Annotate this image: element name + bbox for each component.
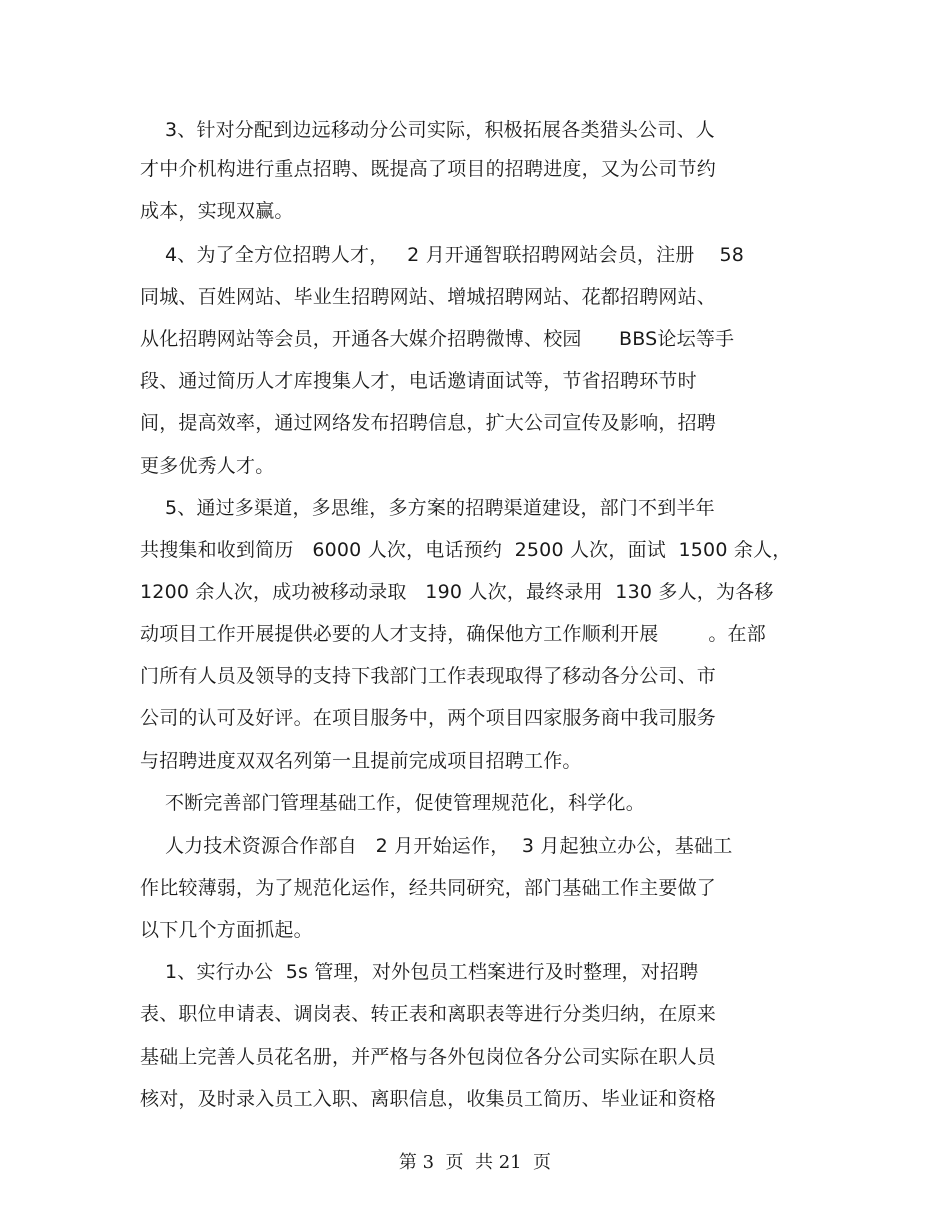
paragraph-line: 共搜集和收到简历 6000 人次，电话预约 2500 人次，面试 1500 余人， [140,539,792,561]
paragraph-line: 动项目工作开展提供必要的人才支持，确保他方工作顺利开展 。在部 [140,623,766,645]
paragraph-line: 1200 余人次，成功被移动录取 190 人次，最终录用 130 多人，为各移 [140,581,774,603]
paragraph-line: 不断完善部门管理基础工作，促使管理规范化，科学化。 [140,792,645,814]
paragraph-line: 以下几个方面抓起。 [140,919,313,941]
paragraph-line: 门所有人员及领导的支持下我部门工作表现取得了移动各分公司、市 [140,665,717,687]
paragraph-line: 基础上完善人员花名册，并严格与各外包岗位各分公司实际在职人员 [140,1046,717,1068]
paragraph-line: 从化招聘网站等会员，开通各大媒介招聘微博、校园 BBS论坛等手 [140,328,735,350]
page-number-footer: 第 3 页 共 21 页 [398,1152,552,1173]
paragraph-line: 才中介机构进行重点招聘、既提高了项目的招聘进度，又为公司节约 [140,158,717,180]
paragraph-line: 段、通过简历人才库搜集人才，电话邀请面试等，节省招聘环节时 [140,370,697,392]
paragraph-line: 人力技术资源合作部自 2 月开始运作， 3 月起独立办公，基础工 [140,835,733,857]
paragraph-line: 成本，实现双赢。 [140,200,294,222]
paragraph-line: 公司的认可及好评。在项目服务中，两个项目四家服务商中我司服务 [140,707,717,729]
paragraph-line: 表、职位申请表、调岗表、转正表和离职表等进行分类归纳，在原来 [140,1003,717,1025]
paragraph-line: 作比较薄弱，为了规范化运作，经共同研究，部门基础工作主要做了 [140,877,717,899]
paragraph-line: 间，提高效率，通过网络发布招聘信息，扩大公司宣传及影响，招聘 [140,412,717,434]
paragraph-line: 5、通过多渠道，多思维，多方案的招聘渠道建设，部门不到半年 [140,497,715,519]
paragraph-line: 1、实行办公 5s 管理，对外包员工档案进行及时整理，对招聘 [140,961,699,983]
paragraph-line: 4、为了全方位招聘人才， 2 月开通智联招聘网站会员，注册 58 [140,244,745,266]
paragraph-line: 同城、百姓网站、毕业生招聘网站、增城招聘网站、花都招聘网站、 [140,286,717,308]
paragraph-line: 与招聘进度双双名列第一且提前完成项目招聘工作。 [140,750,582,772]
paragraph-line: 3、针对分配到边远移动分公司实际，积极拓展各类猎头公司、人 [140,119,715,141]
paragraph-line: 核对，及时录入员工入职、离职信息，收集员工简历、毕业证和资格 [140,1088,717,1110]
paragraph-line: 更多优秀人才。 [140,455,275,477]
